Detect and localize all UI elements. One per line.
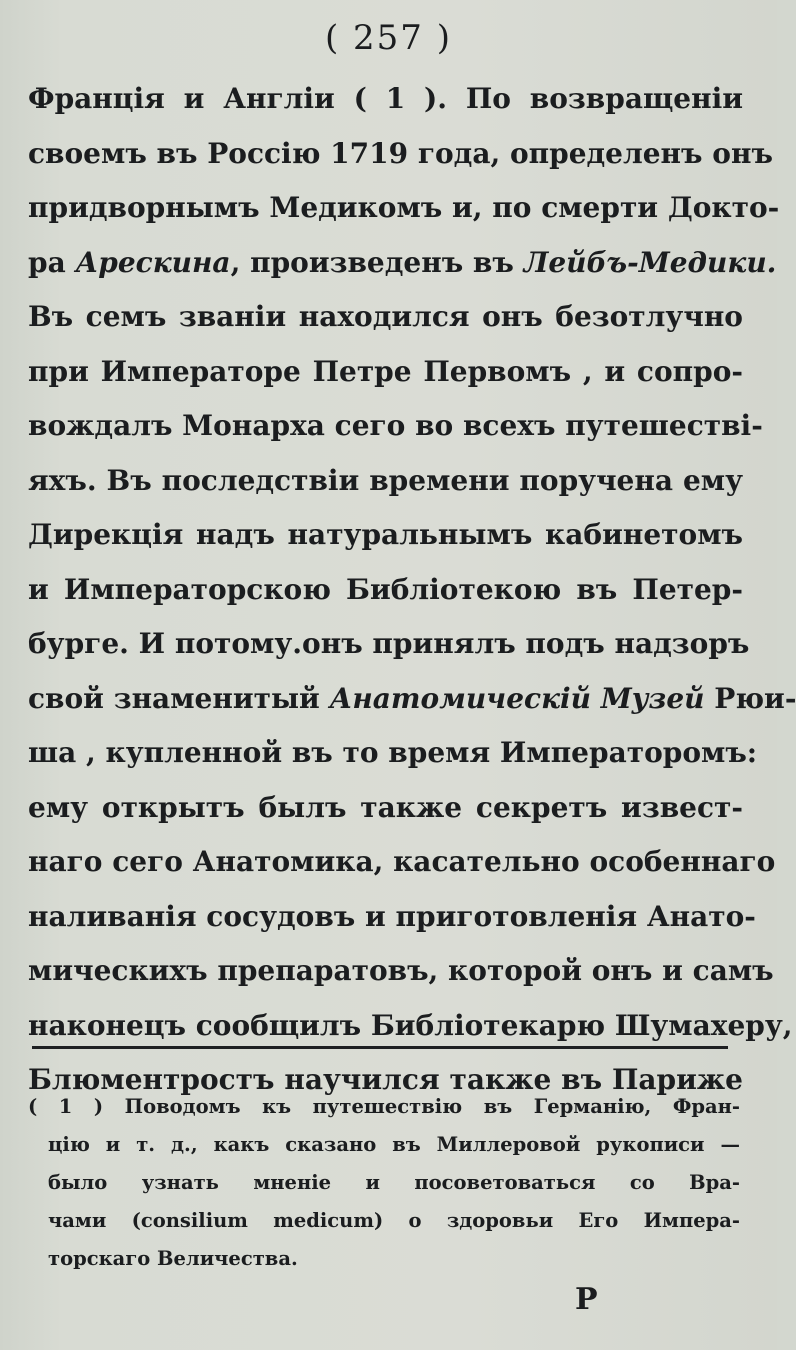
text-line xyxy=(28,508,743,563)
text-line xyxy=(28,72,743,127)
text-line xyxy=(28,399,763,454)
text-line xyxy=(28,563,743,618)
text-line xyxy=(28,127,773,182)
text-segment: ра xyxy=(28,245,76,279)
text-segment: Дирекцiя надъ натуральнымъ кабинетомъ xyxy=(28,518,743,551)
text-segment: наливанiя сосудовъ и приготовленiя Анато- xyxy=(28,899,756,933)
footnote-divider xyxy=(32,1046,728,1049)
text-segment: Блюментростъ научился также въ Париже xyxy=(28,1063,743,1096)
text-segment: мическихъ препаратовъ, которой онъ и самъ xyxy=(28,954,774,987)
text-segment: Францiя и Англiи ( 1 ). По возвращенiи xyxy=(28,82,743,115)
footnote-line: было узнать мненiе и посоветоваться со Вра- xyxy=(48,1171,740,1194)
italic-title-leib-medic: Лейбъ-Медики. xyxy=(523,245,777,279)
text-segment: ша , купленной въ то время Императоромъ: xyxy=(28,736,758,769)
text-segment: бурге. И потому.онъ принялъ подъ надзоръ xyxy=(28,627,750,660)
text-segment: яхъ. Въ последствiи времени поручена ему xyxy=(28,463,743,497)
text-line xyxy=(28,345,743,400)
text-segment: наконецъ сообщилъ Библiотекарю Шумахеру, xyxy=(28,1008,793,1042)
text-segment: ему открытъ былъ также секретъ извест- xyxy=(28,790,743,824)
text-segment: и Императорскою Библiотекою въ Петер- xyxy=(28,572,743,606)
italic-anatomical-museum: Анатомическiй Музей xyxy=(329,681,705,715)
footnote xyxy=(28,1088,740,1278)
text-segment: придворнымъ Медикомъ и, по смерти Доктo- xyxy=(28,191,780,224)
text-segment: , произведенъ въ xyxy=(230,245,524,279)
text-segment: свой знаменитый xyxy=(28,681,330,715)
text-line xyxy=(28,999,793,1054)
footnote-line: цiю и т. д., какъ сказано въ Миллеровой рукописи — xyxy=(48,1133,740,1156)
text-line xyxy=(28,890,756,945)
text-segment: Въ семъ званiи находился онъ безотлучно xyxy=(28,300,743,333)
text-line xyxy=(28,290,743,345)
footnote-line: торскаго Величества. xyxy=(48,1247,298,1270)
text-segment: при Императоре Петре Первомъ , и сопро- xyxy=(28,354,743,388)
text-line xyxy=(28,236,777,291)
catchword: Р xyxy=(575,1282,598,1317)
text-line xyxy=(28,781,743,836)
page-number: ( 257 ) xyxy=(324,18,453,58)
italic-name-areskin: Арескина xyxy=(75,245,231,279)
text-line xyxy=(28,944,774,999)
footnote-line: чами (consilium medicum) о здоровьи Его Импера- xyxy=(48,1209,740,1232)
text-line xyxy=(28,672,796,727)
text-segment: наго сего Анатомика, касательно особеннаго xyxy=(28,845,776,878)
footnote-line: ( 1 ) Поводомъ къ путешествiю въ Германiю, Фран- xyxy=(28,1095,740,1118)
text-line xyxy=(28,617,750,672)
text-segment: вождалъ Монарха сего во всехъ путешествi- xyxy=(28,409,763,442)
text-segment: Рюи- xyxy=(704,681,796,715)
text-line xyxy=(28,454,743,509)
text-line xyxy=(28,835,776,890)
text-segment: своемъ въ Россiю 1719 года, определенъ онъ xyxy=(28,136,773,170)
text-line xyxy=(28,726,758,781)
text-line xyxy=(28,181,780,236)
main-text xyxy=(28,72,796,1108)
